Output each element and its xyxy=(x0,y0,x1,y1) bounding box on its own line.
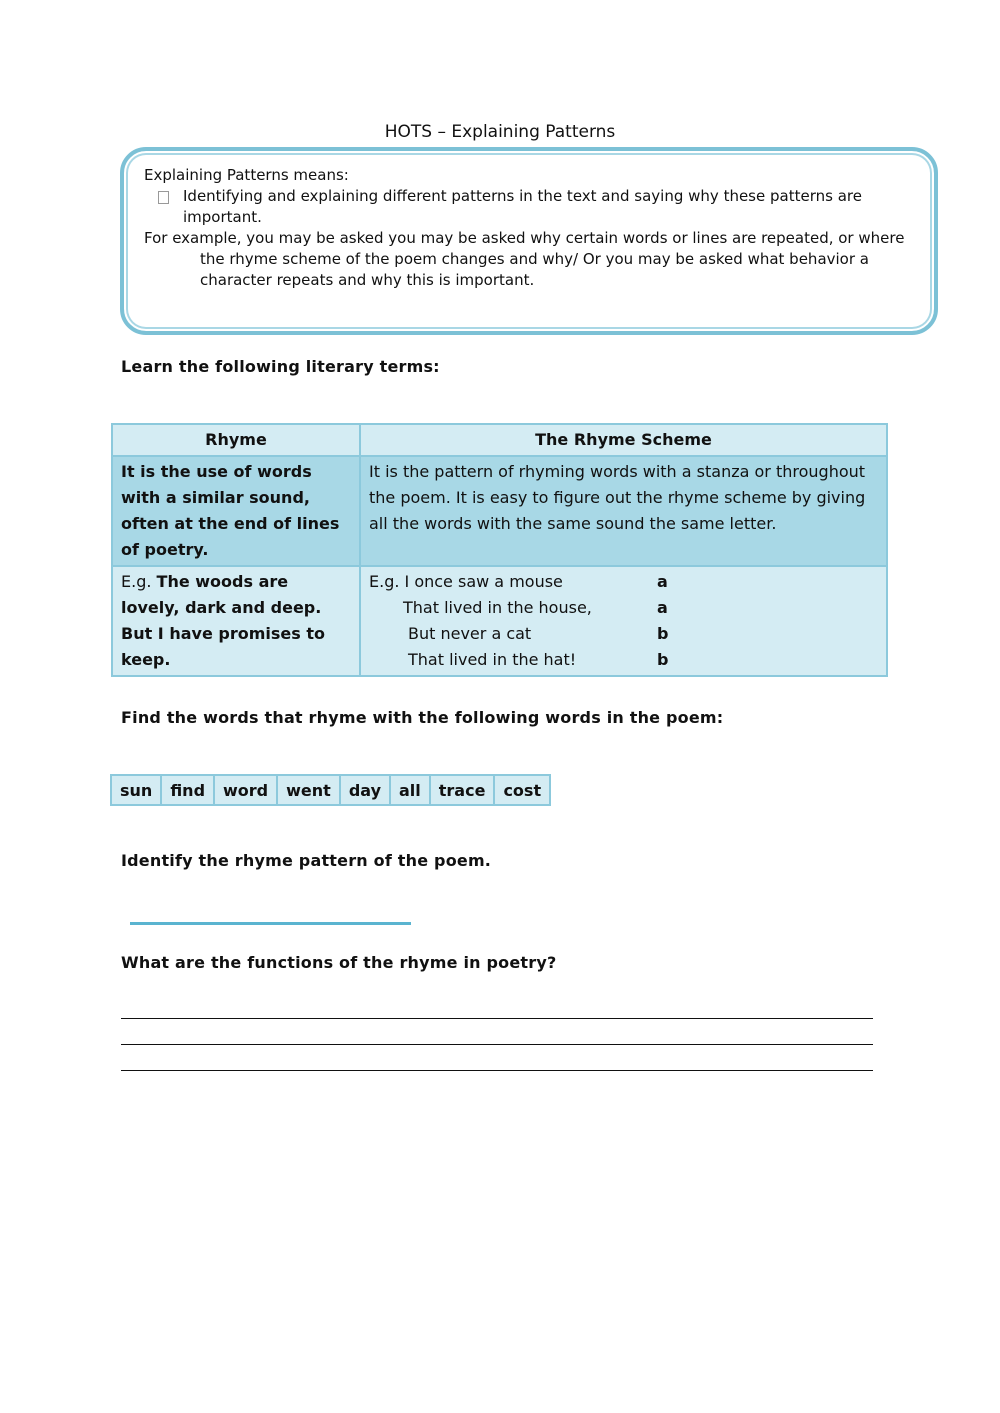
terms-header-row xyxy=(112,424,887,456)
rhyme-example-prefix: E.g. xyxy=(121,572,157,591)
header-rhyme: Rhyme xyxy=(112,424,360,456)
rhyme-definition: It is the use of words with a similar sound, often at the end of lines of poetry. xyxy=(112,456,360,566)
answer-line[interactable] xyxy=(121,1070,873,1071)
poem-line-scheme: b xyxy=(657,650,669,669)
intro-box xyxy=(120,147,938,335)
rhyme-word: day xyxy=(340,775,390,805)
example-row xyxy=(112,566,887,676)
rhyme-word: word xyxy=(214,775,277,805)
poem-line-scheme: a xyxy=(657,572,668,591)
poem-line xyxy=(369,621,878,647)
rhyme-pattern-answer-field[interactable] xyxy=(130,922,411,925)
intro-heading: Explaining Patterns means: xyxy=(144,166,349,184)
intro-bullet xyxy=(144,186,914,228)
header-rhyme-scheme: The Rhyme Scheme xyxy=(360,424,887,456)
definition-row xyxy=(112,456,887,566)
rhyme-word: sun xyxy=(111,775,161,805)
scheme-example xyxy=(360,566,887,676)
poem-line-text: That lived in the house, xyxy=(403,598,592,617)
scheme-definition: It is the pattern of rhyming words with a stanza or throughout the poem. It is easy to figure out the rhyme scheme by giving all the words with the same sound the same letter. xyxy=(360,456,887,566)
answer-line[interactable] xyxy=(121,1018,873,1019)
page-title: HOTS – Explaining Patterns xyxy=(384,122,616,142)
rhyme-example-line2: But I have promises to keep. xyxy=(121,624,325,669)
rhyme-word: cost xyxy=(494,775,550,805)
square-bullet-icon xyxy=(158,191,169,204)
poem-line-text: But never a cat xyxy=(408,624,532,643)
poem-line xyxy=(369,569,878,595)
rhyme-words-row xyxy=(111,775,550,805)
intro-bullet-text: Identifying and explaining different patterns in the text and saying why these patterns are important. xyxy=(183,187,862,226)
poem-line-text: That lived in the hat! xyxy=(408,650,577,669)
functions-question-label: What are the functions of the rhyme in poetry? xyxy=(121,953,557,972)
learn-terms-label: Learn the following literary terms: xyxy=(121,357,440,376)
rhyme-word: went xyxy=(277,775,340,805)
rhyme-words-table xyxy=(110,774,551,806)
rhyme-word: all xyxy=(390,775,430,805)
answer-line[interactable] xyxy=(121,1044,873,1045)
rhyme-example-line1: The woods are lovely, dark and deep. xyxy=(121,572,322,617)
find-words-label: Find the words that rhyme with the following words in the poem: xyxy=(121,708,724,727)
poem-line xyxy=(369,595,878,621)
identify-pattern-label: Identify the rhyme pattern of the poem. xyxy=(121,851,492,870)
rhyme-word: trace xyxy=(430,775,495,805)
poem-line-scheme: b xyxy=(657,624,669,643)
poem-line-text: E.g. I once saw a mouse xyxy=(369,572,563,591)
poem-line xyxy=(369,647,878,673)
rhyme-word: find xyxy=(161,775,214,805)
poem-line-scheme: a xyxy=(657,598,668,617)
rhyme-example xyxy=(112,566,360,676)
literary-terms-table xyxy=(111,423,888,677)
intro-example: For example, you may be asked you may be asked why certain words or lines are repeated, or where the rhyme scheme of the poem changes and why/ Or you may be asked what behavior a character repeats and why this is important. xyxy=(144,229,905,289)
